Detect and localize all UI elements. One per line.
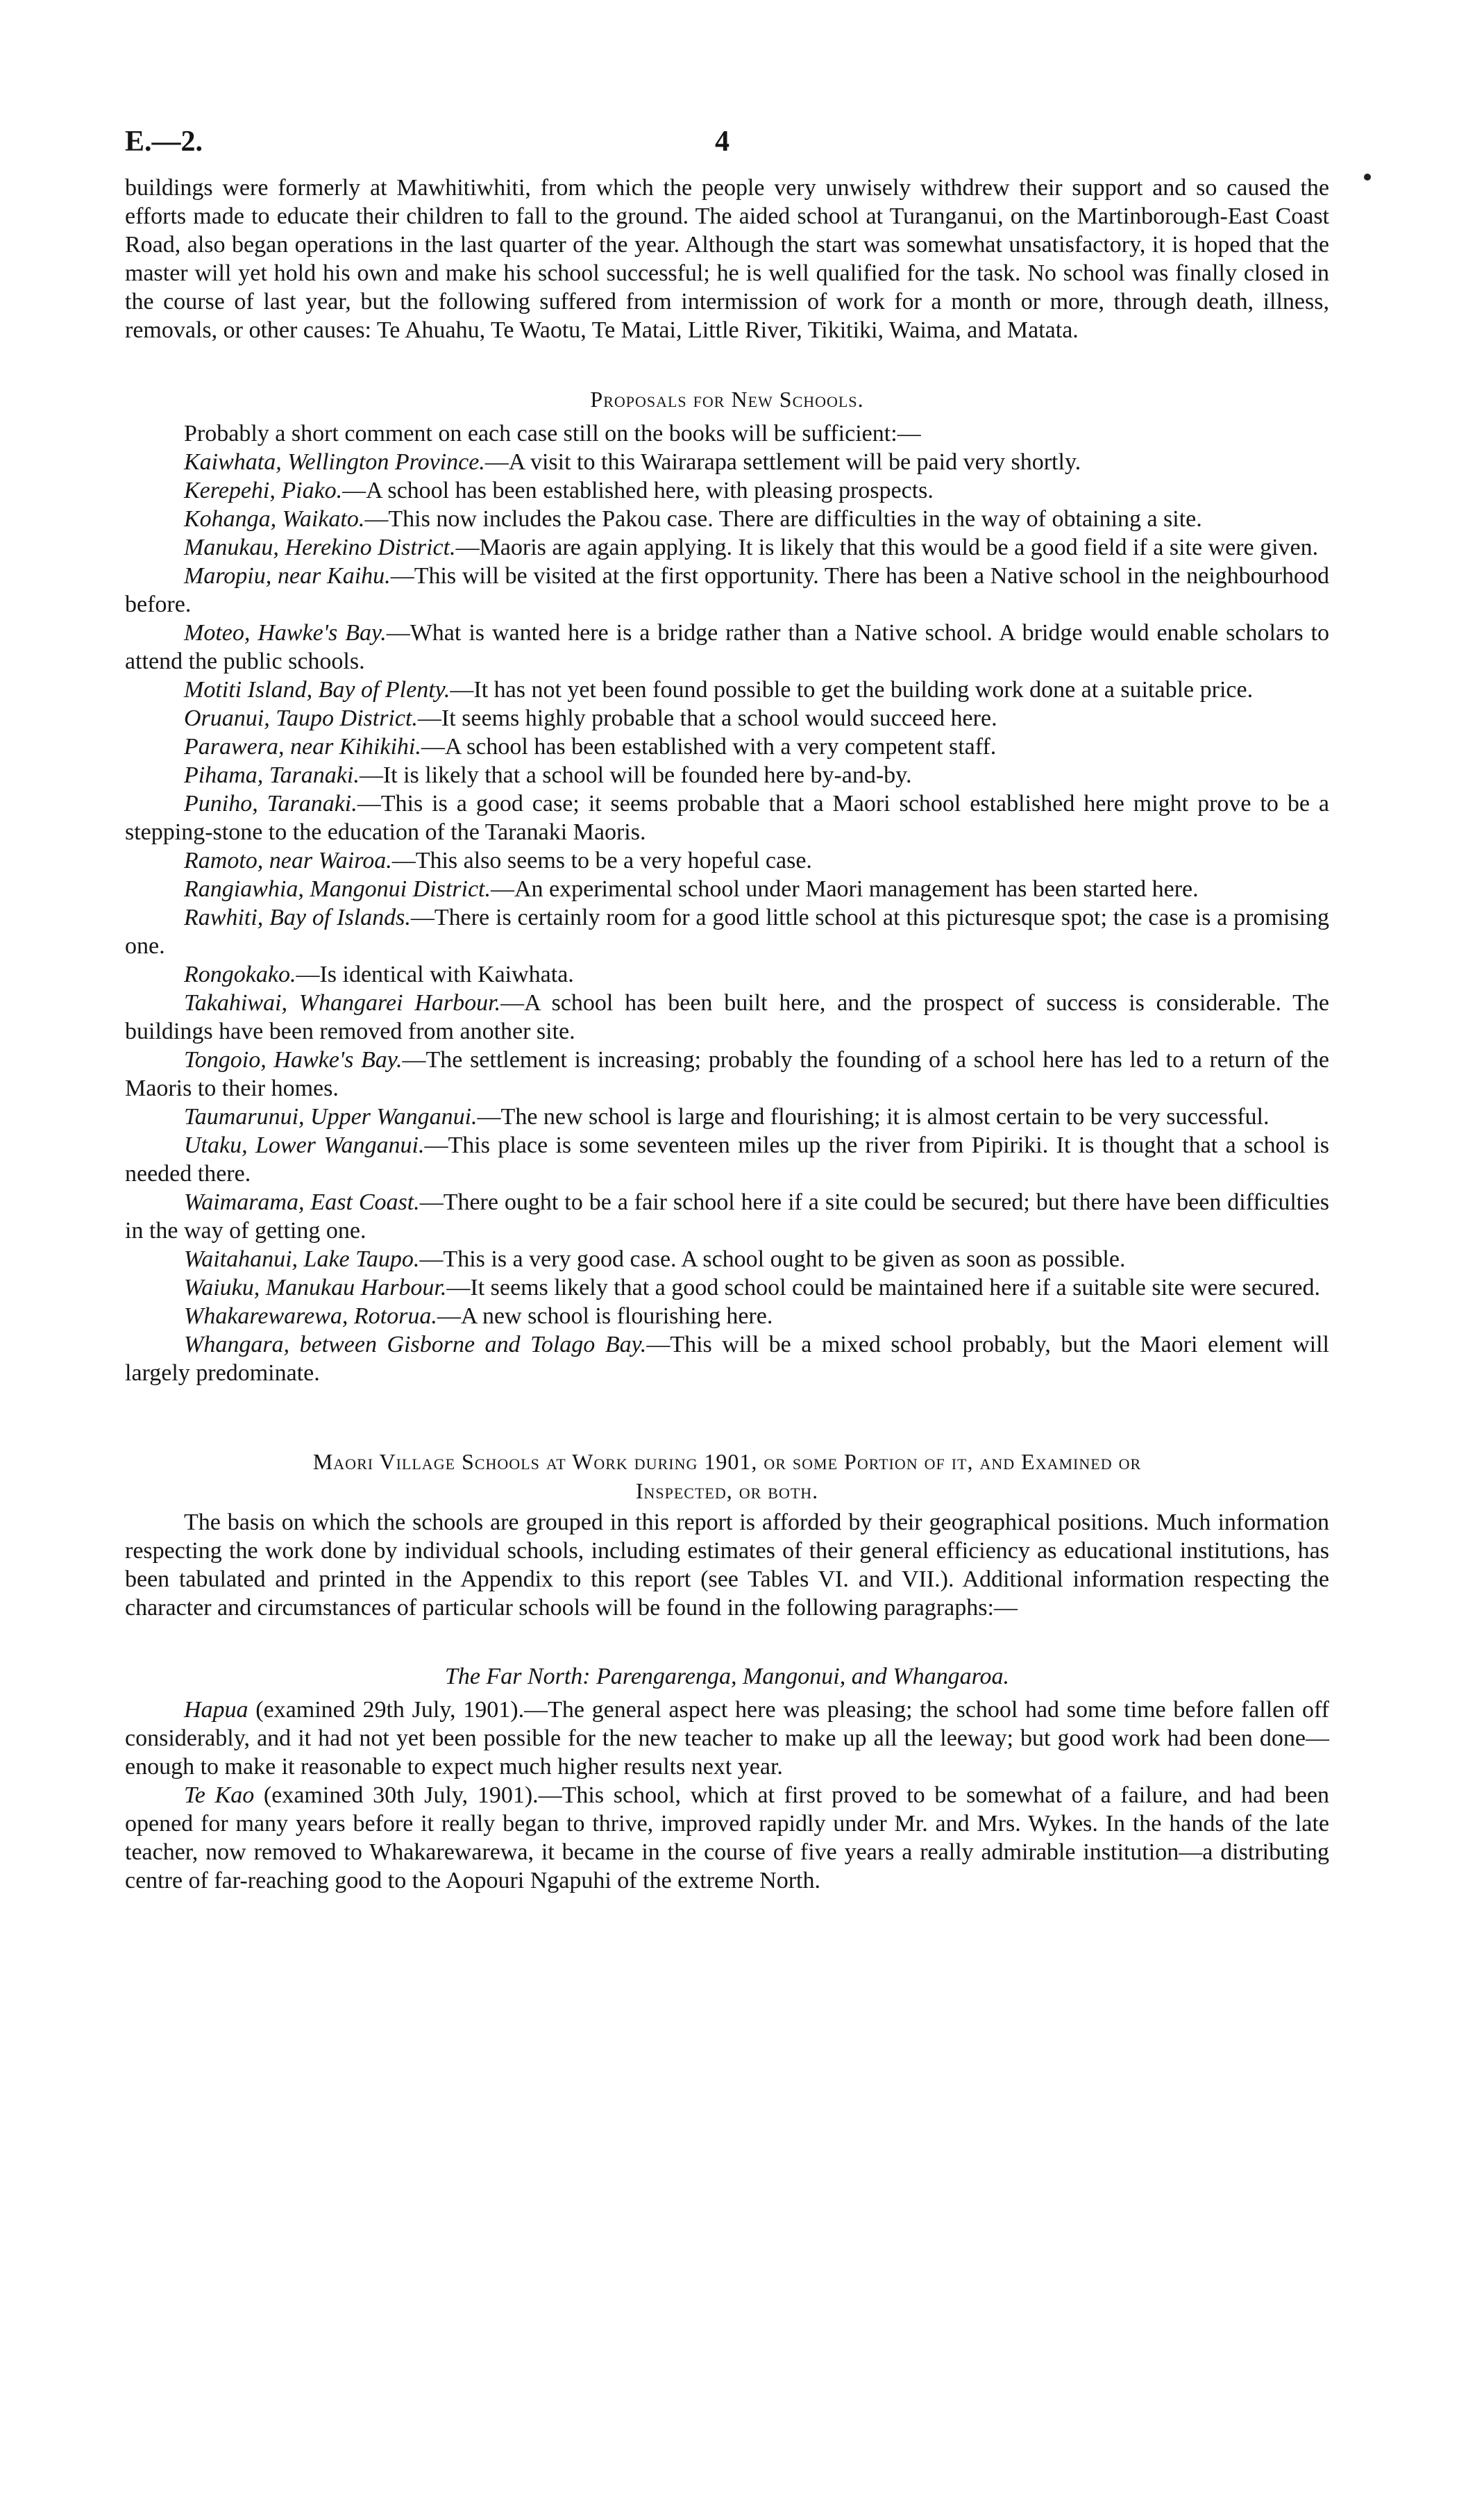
proposal-place: Oruanui, Taupo District. (184, 705, 418, 731)
proposal-text: —The new school is large and flourishing; it is almost certain to be very successful. (477, 1104, 1270, 1130)
proposal-entry (125, 1273, 1329, 1302)
proposal-entry (125, 533, 1329, 562)
proposal-place: Moteo, Hawke's Bay. (184, 620, 387, 646)
proposal-place: Pihama, Taranaki. (184, 762, 360, 788)
proposal-place: Waitahanui, Lake Taupo. (184, 1246, 420, 1272)
proposal-entry (125, 676, 1329, 704)
intro-paragraph: buildings were formerly at Mawhitiwhiti, from which the people very unwisely withdrew their support and so caused the efforts made to educate their children to fall to the ground. The aided school at Turanganui, on the Martinborough-East Coast Road, also began operations in the last quarter of the year. Although the start was somewhat unsatisfactory, it is hoped that the master will yet hold his own and make his school successful; he is well qualified for the task. No school was finally closed in the course of last year, but the following suffered from intermission of work for a month or more, through death, illness, removals, or other causes: Te Ahuahu, Te Waotu, Te Matai, Little River, Tikitiki, Waima, and Matata. (125, 175, 1329, 343)
village-heading-line-1: Maori Village Schools at Work during 1901, or some Portion of it, and Examined or (312, 1449, 1142, 1474)
proposal-entry (125, 1188, 1329, 1245)
far-north-entry (125, 1696, 1329, 1781)
proposal-text: —This is a good case; it seems probable that a Maori school established here might prove to be a stepping-stone to the education of the Taranaki Maoris. (125, 791, 1329, 845)
proposal-text: —Maoris are again applying. It is likely that this would be a good field if a site were given. (455, 535, 1319, 560)
proposal-entry (125, 960, 1329, 989)
margin-dot (1364, 174, 1371, 181)
proposal-place: Kaiwhata, Wellington Province. (184, 449, 485, 475)
far-north-text: (examined 30th July, 1901).—This school, which at first proved to be somewhat of a failure, and had been opened for many years before it really began to thrive, improved rapidly under Mr. and Mrs. Wykes. In the hands of the late teacher, now removed to Whakarewarewa, it became in the course of five years a really admirable institution—a distributing centre of far-reaching good to the Aopouri Ngapuhi of the extreme North. (125, 1782, 1329, 1893)
proposal-place: Whangara, between Gisborne and Tolago Bay. (184, 1332, 647, 1357)
proposal-place: Takahiwai, Whangarei Harbour. (184, 990, 501, 1016)
proposal-place: Utaku, Lower Wanganui. (184, 1132, 425, 1158)
proposal-place: Motiti Island, Bay of Plenty. (184, 677, 450, 703)
proposal-place: Kerepehi, Piako. (184, 478, 343, 503)
proposal-text: —It is likely that a school will be founded here by-and-by. (359, 762, 912, 788)
proposal-place: Whakarewarewa, Rotorua. (184, 1303, 437, 1329)
proposal-text: —A school has been built here, and the prospect of success is considerable. The buildings have been removed from another site. (125, 990, 1329, 1044)
proposal-entry (125, 562, 1329, 619)
proposal-entry (125, 619, 1329, 676)
proposal-entry (125, 875, 1329, 903)
far-north-place: Te Kao (184, 1782, 255, 1808)
page-number: 4 (715, 126, 730, 158)
far-north-entry (125, 1781, 1329, 1895)
proposal-place: Puniho, Taranaki. (184, 791, 357, 817)
proposal-text: —This also seems to be a very hopeful case. (391, 848, 812, 873)
proposal-entry (125, 989, 1329, 1046)
far-north-list (125, 1696, 1329, 1895)
proposal-entry (125, 448, 1329, 476)
proposal-place: Ramoto, near Wairoa. (184, 848, 392, 873)
proposal-entry (125, 903, 1329, 960)
proposal-entry (125, 846, 1329, 875)
proposal-entry (125, 704, 1329, 733)
proposal-text: —A school has been established with a very competent staff. (421, 734, 997, 760)
proposal-text: —A visit to this Wairarapa settlement will be paid very shortly. (484, 449, 1081, 475)
proposal-place: Rongokako. (184, 962, 296, 987)
proposal-place: Kohanga, Waikato. (184, 506, 365, 532)
proposal-list (125, 448, 1329, 1387)
far-north-heading: The Far North: Parengarenga, Mangonui, and Whangaroa. (444, 1664, 1010, 1689)
page-header (125, 125, 1329, 174)
proposal-text: —This will be visited at the first opportunity. There has been a Native school in the neighbourhood before. (125, 563, 1329, 617)
proposal-text: —This place is some seventeen miles up the river from Pipiriki. It is thought that a school is needed there. (125, 1132, 1330, 1187)
proposal-text: —There ought to be a fair school here if a site could be secured; but there have been difficulties in the way of getting one. (125, 1189, 1329, 1244)
proposal-text: —This is a very good case. A school ought to be given as soon as possible. (419, 1246, 1126, 1272)
proposal-entry (125, 1302, 1329, 1330)
proposal-entry (125, 789, 1329, 846)
proposal-entry (125, 1245, 1329, 1273)
proposals-lead: Probably a short comment on each case still on the books will be sufficient:— (184, 421, 921, 446)
proposal-place: Rangiawhia, Mangonui District. (184, 876, 491, 902)
proposal-entry (125, 505, 1329, 533)
document-page (125, 125, 1329, 1895)
proposal-entry (125, 1103, 1329, 1131)
proposal-place: Maropiu, near Kaihu. (184, 563, 391, 589)
proposal-text: —Is identical with Kaiwhata. (296, 962, 574, 987)
proposal-text: —A new school is flourishing here. (437, 1303, 773, 1329)
proposal-entry (125, 1131, 1329, 1188)
proposal-place: Tongoio, Hawke's Bay. (184, 1047, 403, 1073)
proposal-place: Parawera, near Kihikihi. (184, 734, 421, 760)
proposal-place: Rawhiti, Bay of Islands. (184, 905, 411, 930)
proposal-entry (125, 733, 1329, 761)
proposal-text: —It has not yet been found possible to get the building work done at a suitable price. (450, 677, 1254, 703)
proposal-text: —This will be a mixed school probably, but the Maori element will largely predominate. (125, 1332, 1329, 1386)
proposal-text: —A school has been established here, with pleasing prospects. (342, 478, 934, 503)
proposal-text: —The settlement is increasing; probably the founding of a school here has led to a return of the Maoris to their homes. (125, 1047, 1329, 1101)
document-reference: E.—2. (125, 126, 203, 158)
proposal-text: —What is wanted here is a bridge rather than a Native school. A bridge would enable scholars to attend the public schools. (125, 620, 1329, 674)
proposal-text: —There is certainly room for a good little school at this picturesque spot; the case is a promising one. (125, 905, 1329, 959)
proposal-place: Waiuku, Manukau Harbour. (184, 1275, 447, 1300)
village-schools-heading (125, 1447, 1329, 1505)
village-paragraph: The basis on which the schools are grouped in this report is afforded by their geographical positions. Much information respecting the work done by individual schools, including estimates of their general efficiency as educational institutions, has been tabulated and printed in the Appendix to this report (see Tables VI. and VII.). Additional information respecting the character and circumstances of particular schools will be found in the following paragraphs:— (125, 1509, 1329, 1621)
village-heading-line-2: Inspected, or both. (635, 1478, 819, 1503)
proposal-text: —It seems likely that a good school could be maintained here if a suitable site were secured. (446, 1275, 1320, 1300)
proposal-text: —This now includes the Pakou case. There are difficulties in the way of obtaining a site. (364, 506, 1202, 532)
proposal-entry (125, 1330, 1329, 1387)
far-north-text: (examined 29th July, 1901).—The general aspect here was pleasing; the school had some time before fallen off considerably, and it had not yet been possible for the new teacher to make up all the leeway; but good work had been done—enough to make it reasonable to expect much higher results next year. (125, 1697, 1329, 1780)
proposal-place: Taumarunui, Upper Wanganui. (184, 1104, 478, 1130)
proposal-entry (125, 761, 1329, 789)
proposal-entry (125, 476, 1329, 505)
far-north-place: Hapua (184, 1697, 248, 1723)
proposals-heading: Proposals for New Schools. (590, 387, 864, 412)
proposal-place: Manukau, Herekino District. (184, 535, 456, 560)
proposal-place: Waimarama, East Coast. (184, 1189, 420, 1215)
proposal-text: —It seems highly probable that a school would succeed here. (417, 705, 997, 731)
proposal-entry (125, 1046, 1329, 1103)
proposal-text: —An experimental school under Maori management has been started here. (491, 876, 1199, 902)
